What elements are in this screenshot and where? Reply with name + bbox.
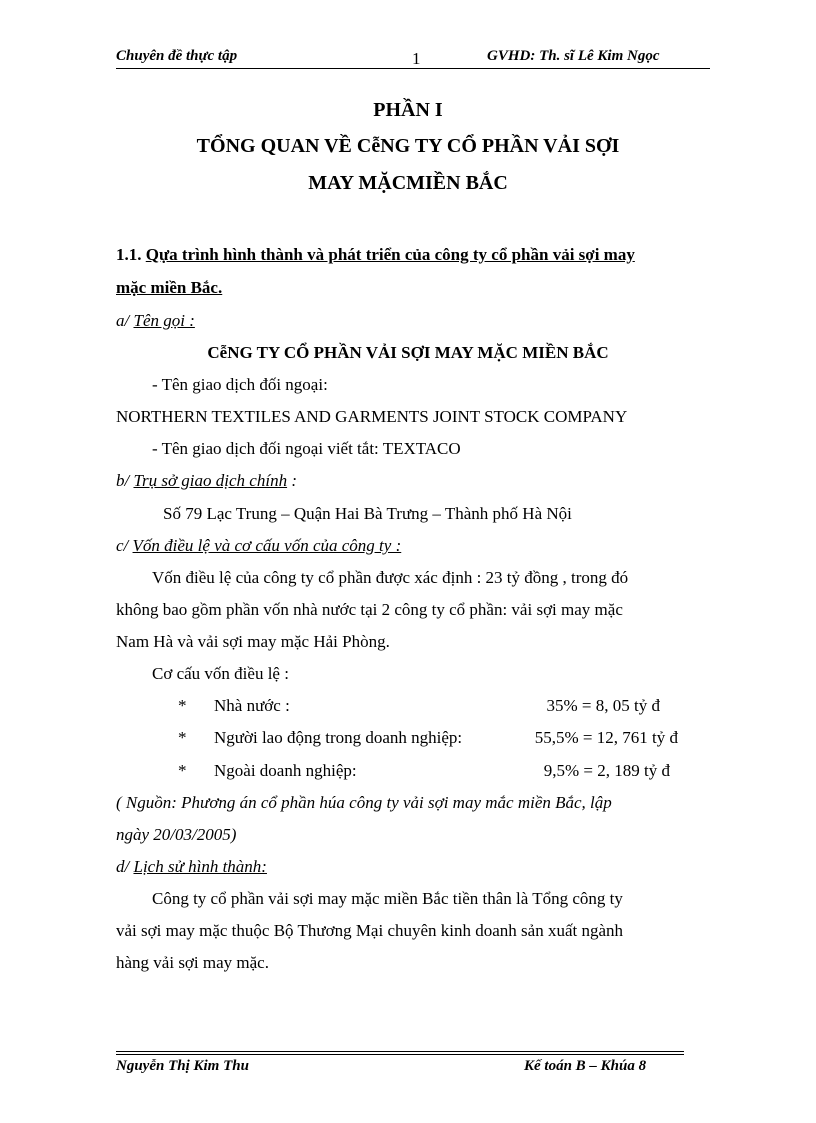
section-heading-line-1: Qựa trình hình thành và phát triển của công ty cổ phần vải sợi may <box>145 245 635 264</box>
capital-para-line-1: Vốn điều lệ của công ty cổ phần được xác định : 23 tỷ đồng , trong đó <box>152 568 629 587</box>
part-a-label: a/ <box>116 311 130 330</box>
title-line-2: TỔNG QUAN VỀ CễNG TY CỔ PHẦN VẢI SỢI <box>196 135 620 157</box>
part-d-title: Lịch sử hình thành: <box>133 857 267 876</box>
list-bullet: * <box>178 728 187 747</box>
company-name: CễNG TY CỔ PHẦN VẢI SỢI MAY MẶC MIỀN BẮC <box>207 343 609 362</box>
footer-right: Kế toán B – Khúa 8 <box>524 1058 647 1074</box>
part-a-title: Tên gọi : <box>133 311 195 330</box>
list-item-value: 9,5% = 2, 189 tỷ đ <box>543 761 670 780</box>
part-a-heading <box>116 311 195 331</box>
part-c-title: Vốn điều lệ và cơ cấu vốn của công ty : <box>132 536 402 555</box>
list-item-name: Người lao động trong doanh nghiệp: <box>214 728 463 747</box>
history-para-line-2: vải sợi may mặc thuộc Bộ Thương Mại chuyên kinh doanh sản xuất ngành <box>116 921 624 940</box>
header-rule <box>116 68 710 69</box>
list-item-name: Ngoài doanh nghiệp: <box>214 761 357 780</box>
header-left: Chuyên đề thực tập <box>116 48 238 64</box>
footer-left: Nguyễn Thị Kim Thu <box>116 1058 249 1074</box>
part-b-label: b/ <box>116 471 130 490</box>
list-item-value: 35% = 8, 05 tỷ đ <box>546 696 660 715</box>
source-line-2: ngày 20/03/2005) <box>116 825 237 844</box>
footer-rule-top <box>116 1051 684 1052</box>
part-title: PHẦN I <box>373 99 443 121</box>
capital-para-line-3: Nam Hà và vải sợi may mặc Hải Phòng. <box>116 632 390 651</box>
part-c-label: c/ <box>116 536 129 555</box>
part-d-label: d/ <box>116 857 130 876</box>
part-c-heading <box>116 536 401 556</box>
list-bullet: * <box>178 761 187 780</box>
footer-rule-bottom <box>116 1054 684 1055</box>
section-heading <box>116 245 635 265</box>
list-item-name: Nhà nước : <box>214 696 290 715</box>
history-para-line-3: hàng vải sợi may mặc. <box>116 953 269 972</box>
part-b-title: Trụ sở giao dịch chính <box>133 471 288 490</box>
header-right: GVHD: Th. sĩ Lê Kim Ngọc <box>487 48 660 64</box>
section-heading-line-2: mặc miền Bắc. <box>116 278 223 297</box>
structure-label: Cơ cấu vốn điều lệ : <box>152 664 289 683</box>
part-d-heading <box>116 857 267 877</box>
history-para-line-1: Công ty cổ phần vải sợi may mặc miền Bắc tiền thân là Tổng công ty <box>152 889 623 908</box>
source-line-1: ( Nguồn: Phương án cổ phần húa công ty vải sợi may mắc miền Bắc, lập <box>116 793 612 812</box>
short-name: - Tên giao dịch đối ngoại viết tắt: TEXTACO <box>152 439 461 458</box>
address: Số 79 Lạc Trung – Quận Hai Bà Trưng – Thành phố Hà Nội <box>163 504 572 523</box>
foreign-name-label: - Tên giao dịch đối ngoại: <box>152 375 328 394</box>
foreign-name: NORTHERN TEXTILES AND GARMENTS JOINT STOCK COMPANY <box>116 407 628 426</box>
page-number: 1 <box>412 49 421 68</box>
list-item-value: 55,5% = 12, 761 tỷ đ <box>534 728 678 747</box>
part-b-suffix: : <box>287 471 297 490</box>
capital-para-line-2: không bao gồm phần vốn nhà nước tại 2 công ty cổ phần: vải sợi may mặc <box>116 600 623 619</box>
part-b-heading <box>116 471 297 491</box>
section-number: 1.1. <box>116 245 142 264</box>
list-bullet: * <box>178 696 187 715</box>
title-line-3: MAY MẶCMIỀN BẮC <box>308 172 508 194</box>
